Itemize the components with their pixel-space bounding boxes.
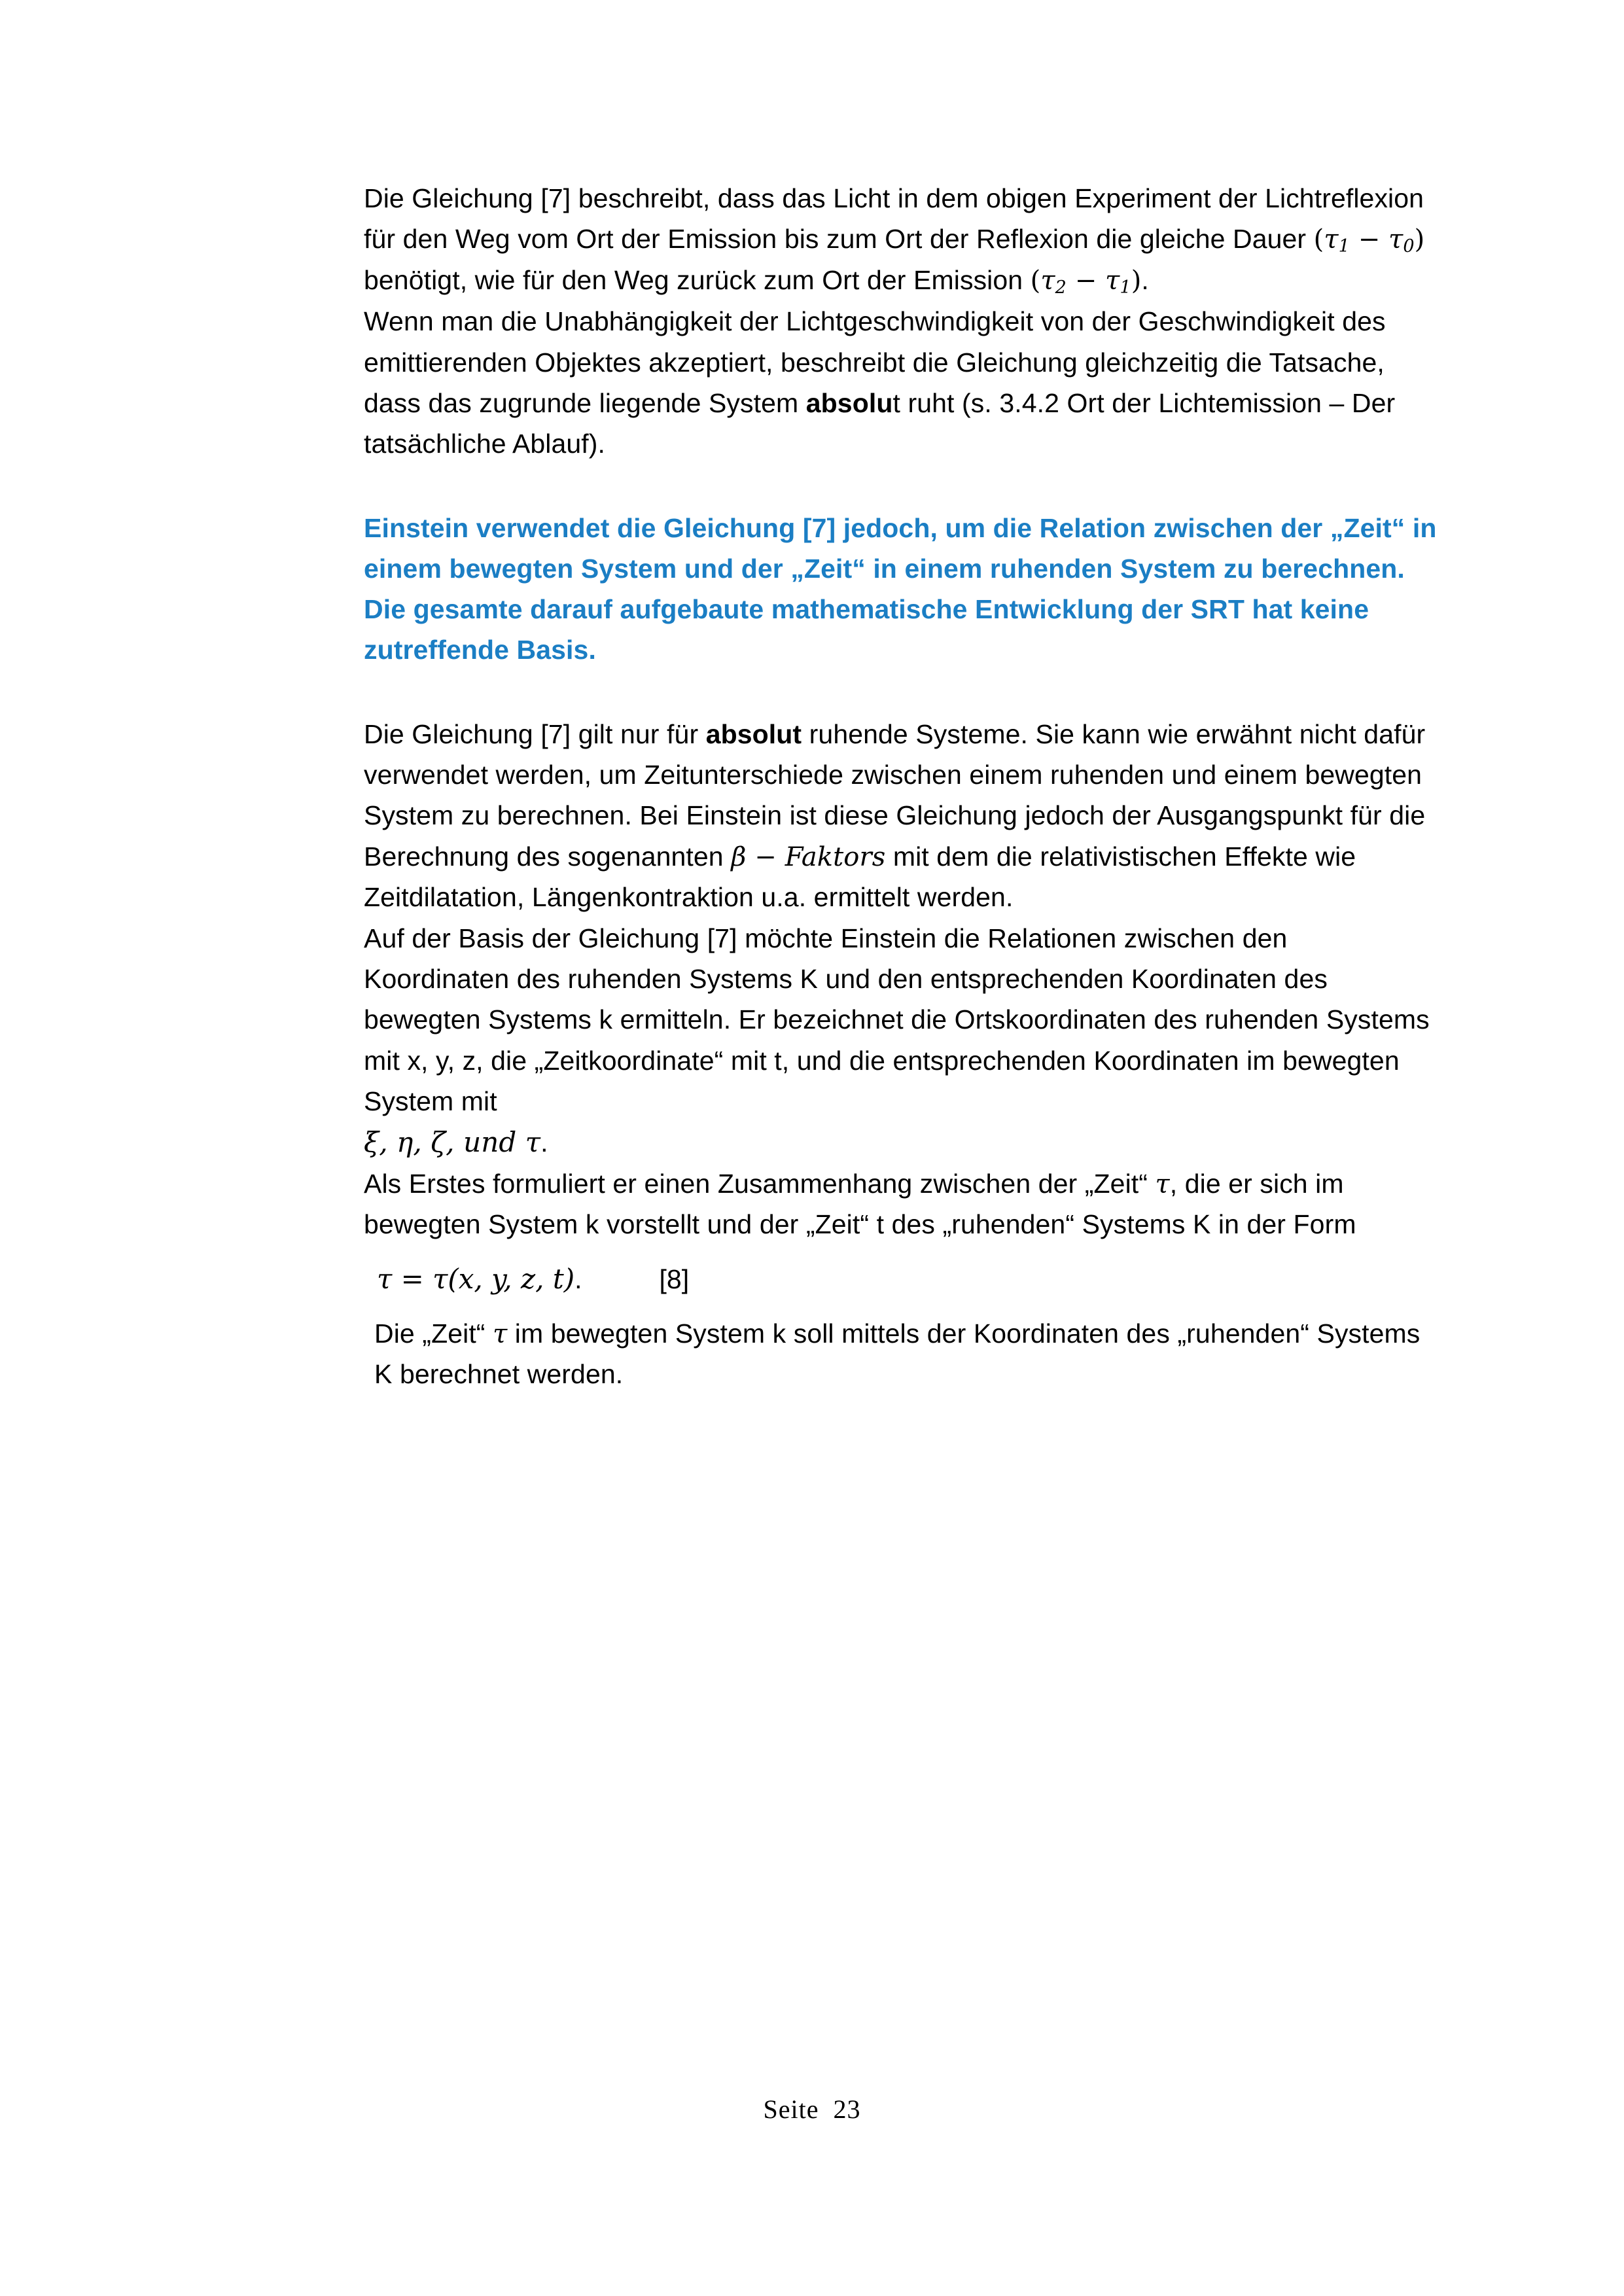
spacer-4	[364, 1300, 1437, 1313]
inline-formula-tau-1: τ	[1155, 1169, 1170, 1199]
inline-formula-xi-eta-zeta-tau: ξ, η, ζ, und τ	[364, 1126, 541, 1159]
paragraph-2-bold: absolu	[805, 387, 893, 418]
paragraph-3-bold: absolut	[705, 718, 802, 749]
paragraph-4: Auf der Basis der Gleichung [7] möchte Einstein die Relationen zwischen den Koordinaten des ruhenden Systems K und den entsprechenden Koordinaten des bewegten Systems k ermitteln. Er bezeichnet die Ortskoordinaten des ruhenden Systems mit x, y, z, die „Zeitkoordinate“ mit t, und die entsprechenden Koordinaten im bewegten System mit	[364, 923, 1430, 1117]
paragraph-2-text: Wenn man die Unabhängigkeit der Lichtgeschwindigkeit von der Geschwindigkeit des emittierenden Objektes akzeptiert, beschreibt die Gleichung gleichzeitig die Tatsache, dass das zugrunde liegende System	[364, 306, 1386, 418]
spacer-1	[364, 465, 1437, 508]
paragraph-3-text-b: ruhende Systeme. Sie kann wie erwähnt nicht dafür verwendet werden, um Zeitunterschiede zwischen einem ruhenden und einem bewegten System zu berechnen. Bei Einstein ist diese Gleichung jedoch der Ausgangspunkt für die Berechnung des sogenannten	[364, 718, 1426, 872]
formula-line-coordinates	[364, 1122, 1437, 1163]
page-footer	[0, 2094, 1624, 2125]
paragraph-3-text-a: Die Gleichung [7] gilt nur für	[364, 718, 706, 749]
paragraph-1-text-c: .	[1141, 265, 1149, 296]
paragraph-6-text-a: Die „Zeit“	[374, 1318, 493, 1349]
paragraph-1-text-b: benötigt, wie für den Weg zurück zum Ort der Emission	[364, 265, 1031, 296]
inline-formula-tau2-minus-tau1: (τ2 − τ1)	[1030, 266, 1142, 298]
spacer-2	[364, 671, 1437, 714]
footer-page-number: 23	[833, 2094, 861, 2124]
formula-line-period: .	[540, 1127, 548, 1158]
highlight-paragraph-2: Die gesamte darauf aufgebaute mathematische Entwicklung der SRT hat keine zutreffende Basis.	[364, 594, 1369, 665]
paragraph-1	[364, 178, 1437, 301]
paragraph-5-text-a: Als Erstes formuliert er einen Zusammenhang zwischen der „Zeit“	[364, 1168, 1156, 1199]
inline-formula-tau-2: τ	[493, 1318, 508, 1349]
paragraph-5	[364, 1163, 1437, 1245]
inline-formula-beta-faktors: β − Faktors	[731, 841, 886, 872]
footer-label: Seite	[763, 2094, 819, 2124]
equation-8-body: τ = τ(x, y, z, t)	[377, 1262, 575, 1295]
inline-formula-tau1-minus-tau0: (τ1 − τ0)	[1313, 224, 1425, 257]
paragraph-2	[364, 301, 1437, 464]
paragraph-6-text-b: im bewegten System k soll mittels der Koordinaten des „ruhenden“ Systems K berechnet werden.	[374, 1318, 1421, 1390]
equation-8-tag: [8]	[659, 1263, 690, 1294]
paragraph-3-text-c: mit dem die relativistischen Effekte wie Zeitdilatation, Längenkontraktion u.a. ermittelt werden.	[364, 841, 1356, 913]
page-content	[364, 178, 1437, 1395]
paragraph-1-text-a: Die Gleichung [7] beschreibt, dass das Licht in dem obigen Experiment der Lichtreflexion für den Weg vom Ort der Emission bis zum Ort der Reflexion die gleiche Dauer	[364, 183, 1424, 255]
equation-8-period: .	[574, 1263, 582, 1294]
paragraph-6	[364, 1313, 1437, 1395]
paragraph-3	[364, 714, 1437, 918]
equation-8	[364, 1258, 1437, 1300]
highlight-paragraph-1: Einstein verwendet die Gleichung [7] jedoch, um die Relation zwischen der „Zeit“ in einem bewegten System und der „Zeit“ in einem ruhenden System zu berechnen.	[364, 512, 1437, 584]
paragraph-2-rest: t ruht (s. 3.4.2 Ort der Lichtemission – Der tatsächliche Ablauf).	[364, 387, 1396, 459]
paragraph-5-text-b: , die er sich im bewegten System k vorstellt und der „Zeit“ t des „ruhenden“ Systems K in der Form	[364, 1168, 1356, 1240]
spacer-3	[364, 1245, 1437, 1258]
